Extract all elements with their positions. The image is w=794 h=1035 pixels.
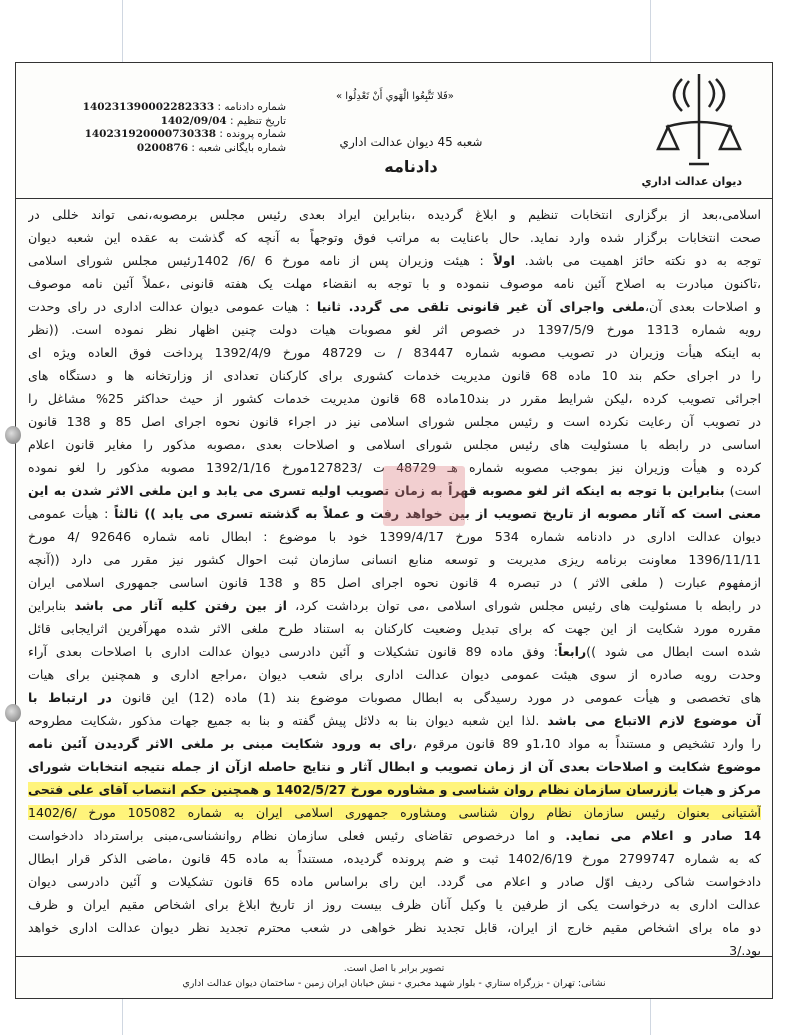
text-line <box>28 709 761 732</box>
text-segment: : هیات عمومی دیوان عدالت اداری در رای وحدت <box>28 299 317 314</box>
text-line <box>28 433 761 456</box>
branch-name: شعبه 45 دیوان عدالت اداري <box>339 135 483 149</box>
text-line <box>28 364 761 387</box>
text-segment: شده است ابطال می شود )) <box>586 644 761 659</box>
meta-value: 1402/09/04 <box>160 114 227 127</box>
verdict-body <box>28 203 761 962</box>
quran-motto: «فَلا تَتَّبِعُوا الْهَوي أَنْ تَعْدِلُوا » <box>336 91 454 102</box>
text-line <box>28 525 761 548</box>
text-segment: مقرره مورد شکایت از این جهت که برای تبدیل وضعیت کارکنان به استناد طرح ملغی الاثر شده مهرآفرین اثرایجابی قائل <box>28 621 761 636</box>
bold-text: مرکز و هیات <box>677 782 761 797</box>
text-segment: .لذا این شعبه دیوان بنا به دلائل پیش گفته و بنا به جمیع جهات مذکور ،شکایت مطروحه <box>28 713 548 728</box>
court-address: نشانی: تهران - بزرگراه ستاري - بلوار شهيد مخبري - نبش خيابان ايران زمين - ساختمان ديوان عدالت اداري <box>182 978 606 989</box>
verdict-document <box>15 62 773 999</box>
text-line <box>28 295 761 318</box>
text-segment: های تخصصی و هیأت عمومی در مورد رسیدگی به ابطال مصوبات موضوع بند (1) ماده (12) این قانون <box>111 690 761 705</box>
meta-label: شماره دادنامه : <box>217 101 286 113</box>
meta-verdict-number <box>71 101 286 115</box>
scroll-marker-icon <box>5 426 21 444</box>
text-line <box>28 801 761 824</box>
meta-value: 140231920000730338 <box>84 128 217 140</box>
bold-text: آن موضوع لازم الاتباع می باشد <box>547 713 761 728</box>
document-footer <box>16 956 772 999</box>
text-segment: در رابطه با مسئولیت های رئیس مجلس شورای اسلامی ،می توان برداشت کرد، <box>286 598 761 613</box>
text-segment: توجه به دو نکته حائز اهمیت می باشد. <box>514 253 761 268</box>
document-meta <box>71 101 286 155</box>
text-line <box>28 778 761 801</box>
meta-label: شماره پرونده : <box>219 128 286 140</box>
bold-text: از بین رفتن کلیه آثار می باشد <box>74 598 287 613</box>
text-line <box>28 916 761 939</box>
text-segment: ازمفهوم عبارت ( ملغی الاثر ) در تبصره 4 قانون نحوه اجرای اصل 85 و 138 قانون اساسی جمهوری اسلامی ایران <box>28 575 761 590</box>
meta-label: شماره بایگانی شعبه : <box>191 141 286 154</box>
bold-text: رابعاً <box>558 644 587 659</box>
highlighted-text: آشتیانی بعنوان رئیس سازمان نظام روان شناسی ومشاوره جمهوری اسلامی ایران به شماره 105082 مورخ /1402/6 <box>28 805 761 820</box>
text-line <box>28 686 761 709</box>
text-segment: بود./3 <box>729 943 761 958</box>
bold-text: در ارتباط با <box>28 690 112 705</box>
text-line <box>28 755 761 778</box>
meta-date <box>71 115 286 129</box>
text-line <box>28 387 761 410</box>
text-segment: وحدت رویه صادره از سوی هیئت عمومی دیوان عدالت اداری برای شعب دیوان ،مراجع اداری و همچنین برای هیات <box>28 667 761 682</box>
meta-archive-number <box>71 142 286 156</box>
text-line <box>28 571 761 594</box>
text-line <box>28 226 761 249</box>
text-line <box>28 594 761 617</box>
highlighted-text: بازرسان سازمان نظام روان شناسی و مشاوره مورخ 1402/5/27 و همچنین حکم انتصاب آقای علی فتحی <box>28 782 678 797</box>
bold-text: موضوع شکایت و اصلاحات بعدی آن از زمان تصویب و ابطال آثار و نتایج حاصله ازآن از جمله نتیجه انتخابات شورای <box>28 759 761 774</box>
meta-value: 140231390002282333 <box>82 101 215 113</box>
text-segment: عدالت اداری به درخواست یکی از طرفین یا وکیل آنان ظرف بیست روز از تاریخ ابلاغ برای اشخاص مقیم ایران و ظرف <box>28 897 761 912</box>
text-segment: را وارد تشخیص و مستنداً به مواد 1،10و 89 قانون مرقوم ، <box>412 736 761 751</box>
text-line <box>28 341 761 364</box>
text-segment: اسلامی،بعد از برگزاری انتخابات تنظیم و ابلاغ گردیده ،بنابراین ایراد بعدی رئیس مجلس برمصوبه،نمی تواند خللی در <box>28 207 761 222</box>
iran-emblem-scales-icon <box>654 69 744 174</box>
text-segment: دادخواست شاکی ردیف اوّل صادر و اعلام می گردد. این رای براساس ماده 65 قانون تشکیلات و آئین دادرسی دیوان <box>28 874 761 889</box>
bold-text: معنی است که آثار مصوبه از تاریخ تصویب از بین خواهد رفت و عملاً به گذشته تسری می یابد )) ثالثاً <box>114 506 761 521</box>
text-line <box>28 548 761 571</box>
text-segment: : هیئت وزیران پس از نامه مورخ 6 /6/ 1402رئیس مجلس شورای اسلامی <box>28 253 494 268</box>
text-segment: اساسی در رابطه با مسئولیت های رئیس مجلس شورای اسلامی و اصلاحات بعدی ،مصوبه مذکور را مغایر قانون اعلام <box>28 437 761 452</box>
text-segment: در تصویب آن رعایت نکرده است و رئیس مجلس شورای اسلامی نیز در اجراء قانون نحوه اجرای اصل 85 و 138 قانون <box>28 414 761 429</box>
text-segment: رویه شماره 1313 مورخ 1397/5/9 در خصوص اثر لغو مصوبات هیات دولت چنین اظهار نظر نموده است. ((نظر <box>28 322 761 337</box>
text-line <box>28 617 761 640</box>
document-title: دادنامه <box>384 157 438 176</box>
text-line <box>28 893 761 916</box>
court-name-caption: دیوان عدالت اداري <box>641 175 742 188</box>
text-segment: به اینکه هیأت وزیران در تصویب مصوبه شماره 83447 / ت 48729 مورخ 1392/4/9 پرداخت فوق العاده ویژه ای <box>28 345 761 360</box>
text-segment: دو ماه برای اشخاص مقیم خارج از ایران، قابل تجدید نظر خواهی در شعب محترم تجدید نظر دیوان عدالت اداری خواهد <box>28 920 761 935</box>
text-line <box>28 318 761 341</box>
text-line <box>28 732 761 755</box>
bold-text: رای به ورود شکایت مبنی بر ملغی الاثر گردیدن آئین نامه <box>28 736 413 751</box>
document-header <box>16 63 772 199</box>
text-segment: دیوان عدالت اداری در دادنامه شماره 534 مورخ 1399/4/17 خود با موضوع : ابطال نامه شماره 92646 /4 مورخ <box>28 529 761 544</box>
text-segment: اجرائی تصویب کرده ،لیکن شرایط مقرر در بند10ماده 68 قانون مدیریت خدمات کشور از حیث حداکثر 25% مشاغل را <box>28 391 761 406</box>
bold-text: ملغی واجرای آن غیر قانونی تلقی می گردد. ثانیا <box>316 299 645 314</box>
text-segment: 1396/11/11 معاونت برنامه ریزی مدیریت و توسعه منابع انسانی سازمان ثبت احوال کشور نیز مقرر می دارد ((آنچه <box>28 552 761 567</box>
scroll-marker-icon <box>5 704 21 722</box>
text-segment: بنابراین <box>28 598 75 613</box>
text-line <box>28 824 761 847</box>
text-line <box>28 249 761 272</box>
text-line <box>28 272 761 295</box>
text-segment: و اما درخصوص تقاضای رئیس فعلی سازمان نظام روانشناسی،مبنی براسترداد دادخواست <box>28 828 566 843</box>
text-line <box>28 847 761 870</box>
text-segment: که به شماره 2799747 مورخ 1402/6/19 ثبت و ضم پرونده گردیده، مستنداً به ماده 45 قانون ،ماضی الذکر قرار ابطال <box>28 851 761 866</box>
text-segment: و اصلاحات بعدی آن، <box>644 299 761 314</box>
text-line <box>28 663 761 686</box>
meta-case-number <box>71 128 286 142</box>
bold-text: 14 صادر و اعلام می نماید. <box>565 828 761 843</box>
news-agency-watermark <box>383 466 465 526</box>
text-segment: ،تاکنون مبادرت به اصلاح آئین نامه موصوف ننموده و با توجه به انقضاء مهلت یک هفته قانونی ،عملاً آئین نامه موصوف <box>28 276 761 291</box>
text-segment: کرده و هیأت وزیران نیز بموجب مصوبه شماره هـ 48729 ت /127823مورخ 1392/1/16 مصوبه مذکور را لغو نموده <box>28 460 761 475</box>
text-segment: است) <box>724 483 761 498</box>
text-segment: را در اجرای حکم بند 10 ماده 68 قانون مدیریت خدمات کشوری برای کارکنان تعدادی از وزارتخانه ها و دستگاه های <box>28 368 761 383</box>
meta-label: تاریخ تنظیم : <box>230 114 286 127</box>
certified-copy-note: تصویر برابر با اصل است. <box>343 963 445 974</box>
meta-value: 0200876 <box>136 141 189 154</box>
bold-text: اولاً <box>493 253 515 268</box>
text-line <box>28 870 761 893</box>
text-segment: صحت انتخابات برگزار شده وارد نماید. حال باعنایت به مراتب فوق وتوجهاً به آنچه که گذشت به عقده این شعبه دیوان <box>28 230 761 245</box>
text-line <box>28 203 761 226</box>
bold-text: بنابراین با توجه به اینکه اثر لغو مصوبه قهراً به زمان تصویب اولیه تسری می یابد و این ملغی الاثر شدن به این <box>28 483 725 498</box>
text-line <box>28 640 761 663</box>
text-line <box>28 410 761 433</box>
text-segment: : هیأت عمومی <box>28 506 115 521</box>
text-segment: : وفق ماده 89 قانون تشکیلات و آئین دادرسی دیوان عدالت اداری با اصلاحات بعدی آراء <box>28 644 559 659</box>
